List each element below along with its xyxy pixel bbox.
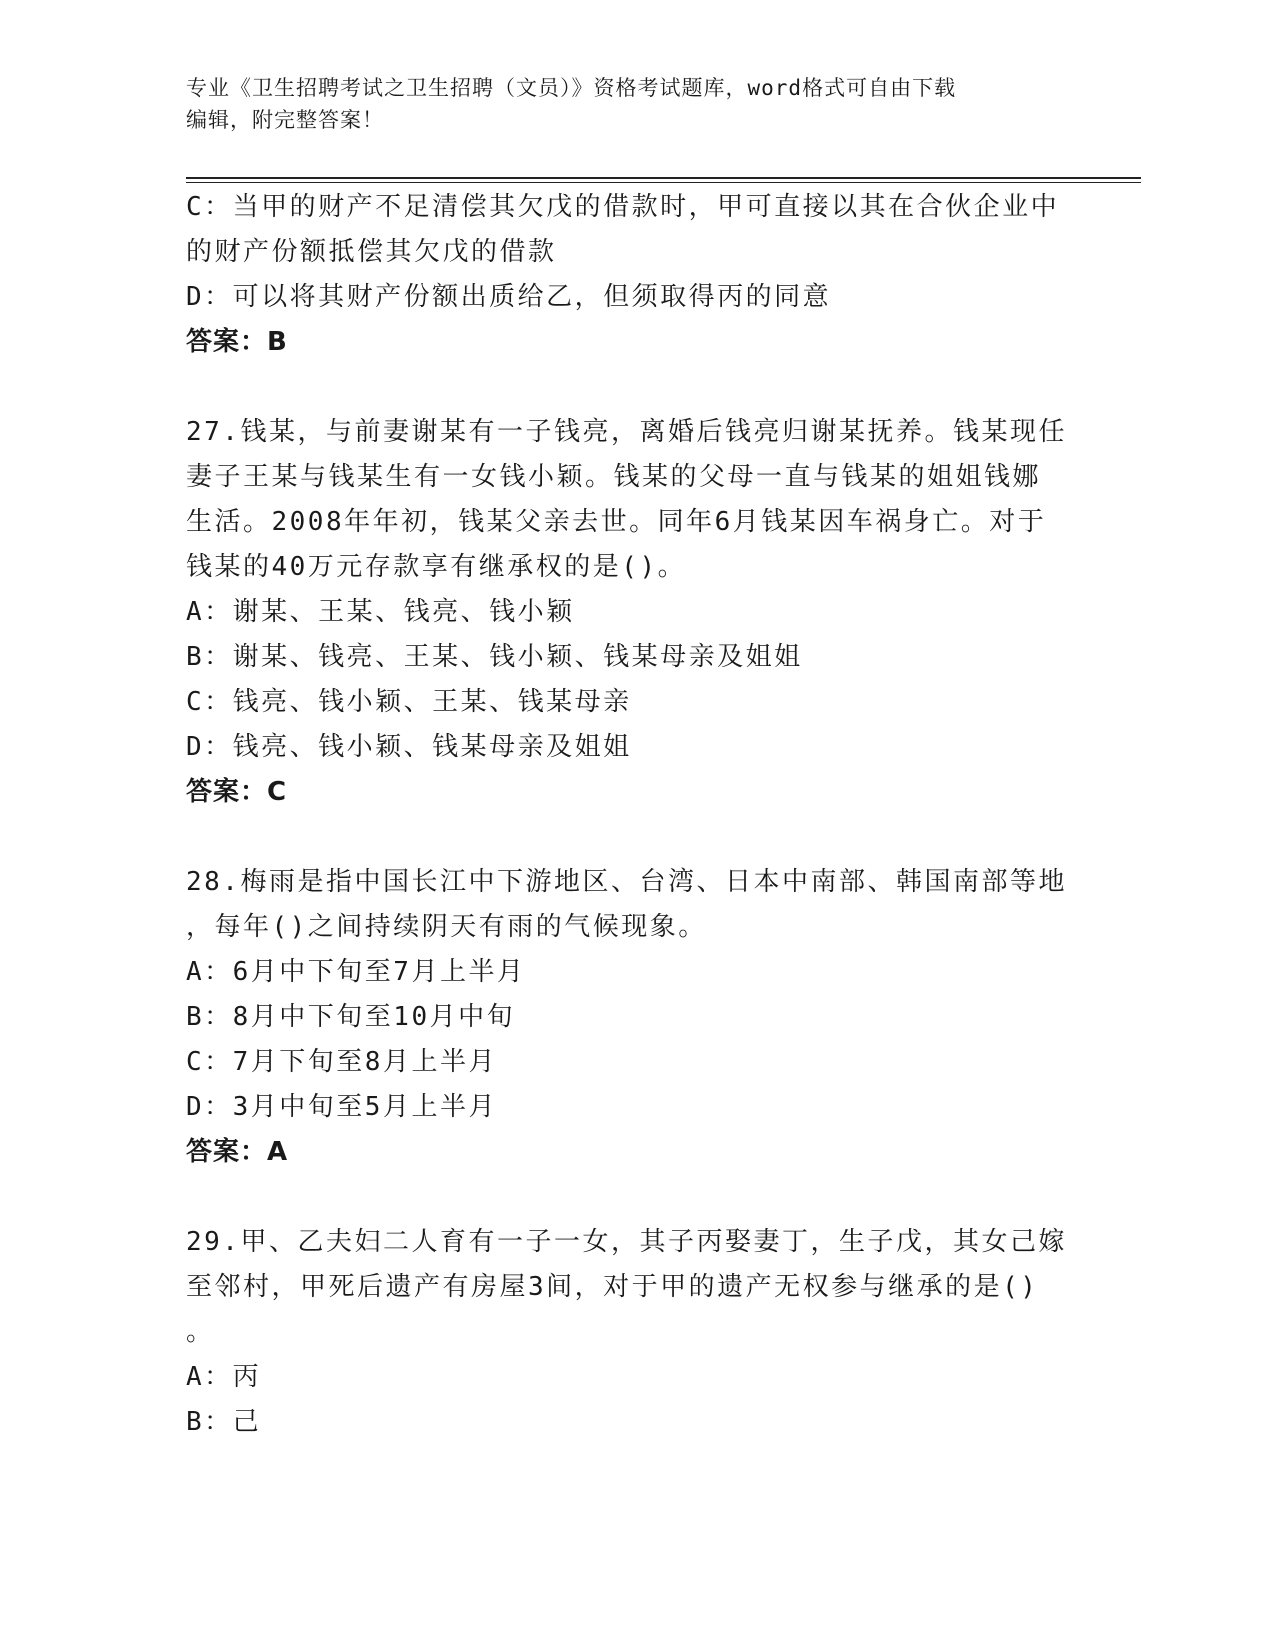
option-c-line-2: 的财产份额抵偿其欠戊的借款 [186, 237, 557, 267]
question-26-tail [186, 185, 1066, 365]
spacer [186, 365, 1066, 410]
option-c-line-1: C：当甲的财产不足清偿其欠戊的借款时，甲可直接以其在合伙企业中 [186, 192, 1060, 222]
header-line-2: 编辑，附完整答案！ [186, 108, 384, 132]
spacer [186, 815, 1066, 860]
option-b: B：己 [186, 1407, 262, 1437]
option-b: B：谢某、钱亮、王某、钱小颖、钱某母亲及姐姐 [186, 642, 803, 672]
question-28 [186, 860, 1066, 1175]
question-stem-line-2: ，每年()之间持续阴天有雨的气候现象。 [186, 912, 707, 942]
question-stem-line-3: 。 [186, 1317, 215, 1347]
option-d: D：3月中旬至5月上半月 [186, 1092, 497, 1122]
option-d: D：可以将其财产份额出质给乙，但须取得丙的同意 [186, 282, 832, 312]
question-27 [186, 410, 1066, 815]
option-a: A：6月中下旬至7月上半月 [186, 957, 526, 987]
option-d: D：钱亮、钱小颖、钱某母亲及姐姐 [186, 732, 632, 762]
option-c: C：7月下旬至8月上半月 [186, 1047, 497, 1077]
option-b: B：8月中下旬至10月中旬 [186, 1002, 516, 1032]
header-line-1: 专业《卫生招聘考试之卫生招聘（文员）》资格考试题库，word格式可自由下载 [186, 76, 957, 100]
header-rule-thick [186, 177, 1141, 179]
answer: 答案：C [186, 777, 288, 807]
question-stem-line-2: 至邻村，甲死后遗产有房屋3间，对于甲的遗产无权参与继承的是() [186, 1272, 1039, 1302]
page-header [186, 72, 1066, 136]
question-stem-line-4: 钱某的40万元存款享有继承权的是()。 [186, 552, 687, 582]
option-c: C：钱亮、钱小颖、王某、钱某母亲 [186, 687, 632, 717]
question-content [186, 185, 1066, 1445]
spacer [186, 1175, 1066, 1220]
answer: 答案：B [186, 327, 288, 357]
option-a: A：谢某、王某、钱亮、钱小颖 [186, 597, 575, 627]
question-stem-line-2: 妻子王某与钱某生有一女钱小颖。钱某的父母一直与钱某的姐姐钱娜 [186, 462, 1042, 492]
question-stem-line-1: 29.甲、乙夫妇二人育有一子一女，其子丙娶妻丁，生子戊，其女己嫁 [186, 1227, 1067, 1257]
option-a: A：丙 [186, 1362, 262, 1392]
question-stem-line-1: 28.梅雨是指中国长江中下游地区、台湾、日本中南部、韩国南部等地 [186, 867, 1067, 897]
answer: 答案：A [186, 1137, 289, 1167]
header-rule-thin [186, 182, 1141, 183]
question-stem-line-1: 27.钱某，与前妻谢某有一子钱亮，离婚后钱亮归谢某抚养。钱某现任 [186, 417, 1067, 447]
question-29 [186, 1220, 1066, 1445]
question-stem-line-3: 生活。2008年年初，钱某父亲去世。同年6月钱某因车祸身亡。对于 [186, 507, 1047, 537]
